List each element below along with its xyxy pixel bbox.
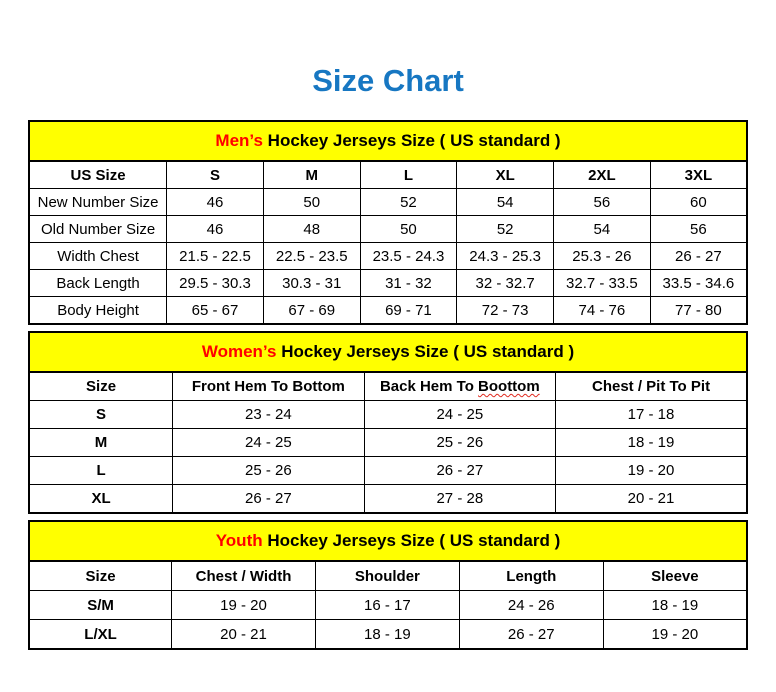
womens-header-row bbox=[29, 372, 747, 401]
table-row bbox=[29, 591, 747, 620]
mens-banner-highlight: Men’s bbox=[215, 131, 263, 150]
header-cell: Chest / Width bbox=[172, 561, 316, 591]
value-cell: 21.5 - 22.5 bbox=[167, 243, 264, 270]
value-cell: 16 - 17 bbox=[315, 591, 459, 620]
value-cell: 24 - 26 bbox=[459, 591, 603, 620]
value-cell: 54 bbox=[554, 216, 651, 243]
value-cell: 19 - 20 bbox=[172, 591, 316, 620]
size-chart-content bbox=[28, 120, 748, 650]
value-cell: 32.7 - 33.5 bbox=[554, 270, 651, 297]
row-label-cell: Body Height bbox=[29, 297, 167, 325]
value-cell: 77 - 80 bbox=[650, 297, 747, 325]
value-cell: 50 bbox=[263, 189, 360, 216]
header-cell: 3XL bbox=[650, 161, 747, 189]
youth-table bbox=[28, 560, 748, 650]
value-cell: 31 - 32 bbox=[360, 270, 457, 297]
value-cell: 74 - 76 bbox=[554, 297, 651, 325]
header-cell: Length bbox=[459, 561, 603, 591]
row-label-cell: New Number Size bbox=[29, 189, 167, 216]
page-title: Size Chart bbox=[312, 63, 464, 98]
table-row bbox=[29, 485, 747, 514]
value-cell: 20 - 21 bbox=[556, 485, 747, 514]
header-cell: Size bbox=[29, 372, 173, 401]
row-label-cell: L/XL bbox=[29, 620, 172, 650]
value-cell: 33.5 - 34.6 bbox=[650, 270, 747, 297]
value-cell: 67 - 69 bbox=[263, 297, 360, 325]
spellcheck-squiggle-word: Boottom bbox=[478, 378, 540, 395]
value-cell: 26 - 27 bbox=[459, 620, 603, 650]
header-cell: Shoulder bbox=[315, 561, 459, 591]
youth-header-row bbox=[29, 561, 747, 591]
header-cell-misspelled: Back Hem To Boottom bbox=[364, 372, 555, 401]
table-row bbox=[29, 429, 747, 457]
value-cell: 19 - 20 bbox=[556, 457, 747, 485]
table-row bbox=[29, 457, 747, 485]
value-cell: 69 - 71 bbox=[360, 297, 457, 325]
womens-banner bbox=[28, 331, 748, 373]
value-cell: 17 - 18 bbox=[556, 401, 747, 429]
header-cell: S bbox=[167, 161, 264, 189]
value-cell: 50 bbox=[360, 216, 457, 243]
header-cell: L bbox=[360, 161, 457, 189]
header-cell: Sleeve bbox=[603, 561, 747, 591]
row-label-cell: Old Number Size bbox=[29, 216, 167, 243]
value-cell: 18 - 19 bbox=[556, 429, 747, 457]
value-cell: 23.5 - 24.3 bbox=[360, 243, 457, 270]
value-cell: 25 - 26 bbox=[173, 457, 364, 485]
row-label-cell: M bbox=[29, 429, 173, 457]
youth-section bbox=[28, 520, 748, 650]
youth-banner-highlight: Youth bbox=[215, 531, 263, 550]
header-cell: Front Hem To Bottom bbox=[173, 372, 364, 401]
header-cell: M bbox=[263, 161, 360, 189]
table-row bbox=[29, 620, 747, 650]
value-cell: 56 bbox=[650, 216, 747, 243]
row-label-cell: XL bbox=[29, 485, 173, 514]
womens-banner-highlight: Women’s bbox=[201, 342, 277, 361]
womens-section bbox=[28, 331, 748, 514]
value-cell: 52 bbox=[360, 189, 457, 216]
value-cell: 56 bbox=[554, 189, 651, 216]
table-row bbox=[29, 243, 747, 270]
row-label-cell: Width Chest bbox=[29, 243, 167, 270]
mens-section bbox=[28, 120, 748, 325]
value-cell: 65 - 67 bbox=[167, 297, 264, 325]
youth-banner bbox=[28, 520, 748, 562]
value-cell: 23 - 24 bbox=[173, 401, 364, 429]
value-cell: 46 bbox=[167, 216, 264, 243]
row-label-cell: Back Length bbox=[29, 270, 167, 297]
value-cell: 48 bbox=[263, 216, 360, 243]
value-cell: 26 - 27 bbox=[650, 243, 747, 270]
value-cell: 54 bbox=[457, 189, 554, 216]
mens-banner-rest: Hockey Jerseys Size ( US standard ) bbox=[262, 131, 561, 150]
value-cell: 25 - 26 bbox=[364, 429, 555, 457]
row-label-cell: L bbox=[29, 457, 173, 485]
value-cell: 46 bbox=[167, 189, 264, 216]
header-cell: Chest / Pit To Pit bbox=[556, 372, 747, 401]
value-cell: 26 - 27 bbox=[364, 457, 555, 485]
row-label-cell: S/M bbox=[29, 591, 172, 620]
value-cell: 18 - 19 bbox=[315, 620, 459, 650]
value-cell: 27 - 28 bbox=[364, 485, 555, 514]
value-cell: 18 - 19 bbox=[603, 591, 747, 620]
value-cell: 20 - 21 bbox=[172, 620, 316, 650]
value-cell: 25.3 - 26 bbox=[554, 243, 651, 270]
value-cell: 22.5 - 23.5 bbox=[263, 243, 360, 270]
table-row bbox=[29, 216, 747, 243]
header-cell: XL bbox=[457, 161, 554, 189]
table-row bbox=[29, 297, 747, 325]
value-cell: 24 - 25 bbox=[364, 401, 555, 429]
mens-banner bbox=[28, 120, 748, 162]
value-cell: 52 bbox=[457, 216, 554, 243]
row-label-cell: S bbox=[29, 401, 173, 429]
value-cell: 24.3 - 25.3 bbox=[457, 243, 554, 270]
womens-table bbox=[28, 371, 748, 514]
value-cell: 26 - 27 bbox=[173, 485, 364, 514]
header-cell: Size bbox=[29, 561, 172, 591]
youth-banner-rest: Hockey Jerseys Size ( US standard ) bbox=[262, 531, 561, 550]
value-cell: 60 bbox=[650, 189, 747, 216]
value-cell: 30.3 - 31 bbox=[263, 270, 360, 297]
table-row bbox=[29, 401, 747, 429]
womens-banner-rest: Hockey Jerseys Size ( US standard ) bbox=[276, 342, 575, 361]
header-cell: 2XL bbox=[554, 161, 651, 189]
table-row bbox=[29, 189, 747, 216]
value-cell: 19 - 20 bbox=[603, 620, 747, 650]
header-cell: US Size bbox=[29, 161, 167, 189]
value-cell: 24 - 25 bbox=[173, 429, 364, 457]
value-cell: 72 - 73 bbox=[457, 297, 554, 325]
mens-header-row bbox=[29, 161, 747, 189]
value-cell: 32 - 32.7 bbox=[457, 270, 554, 297]
mens-table bbox=[28, 160, 748, 325]
value-cell: 29.5 - 30.3 bbox=[167, 270, 264, 297]
table-row bbox=[29, 270, 747, 297]
